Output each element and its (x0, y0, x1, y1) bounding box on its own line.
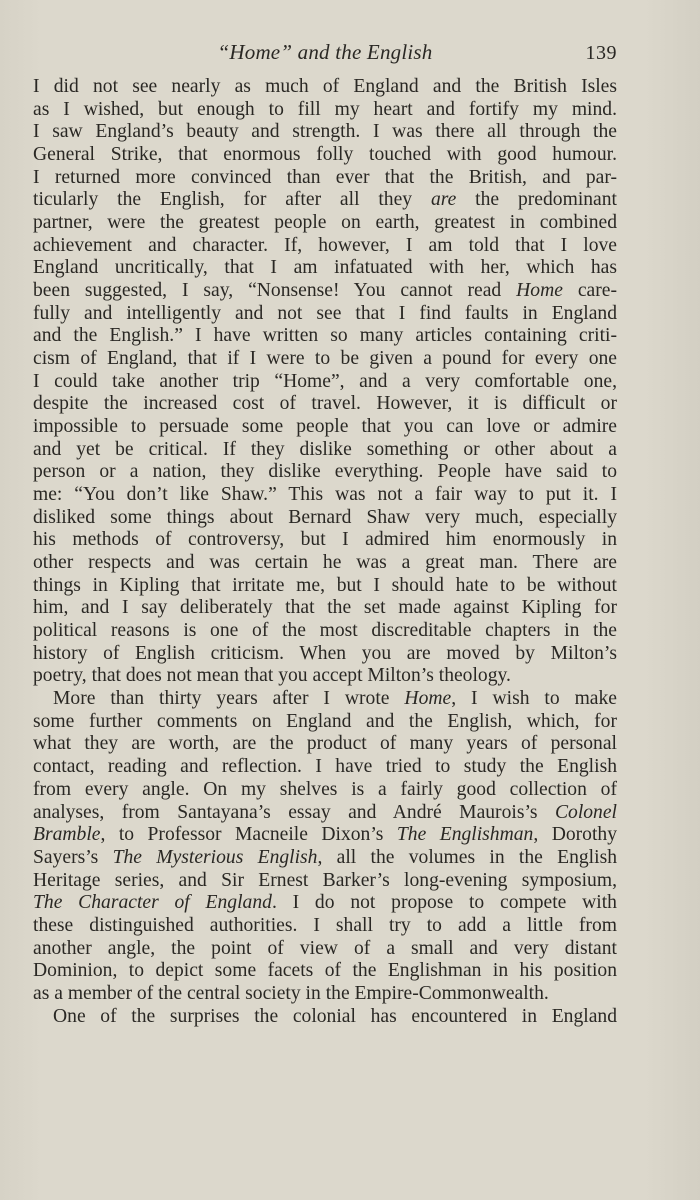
text-segment: been suggested, I say, “Nonsense! You cannot read (33, 280, 517, 302)
text-segment: Heritage series, and Sir Ernest Barker’s long-evening symposium, (33, 869, 617, 891)
text-segment: fully and intelligently and not see that I find faults in England (33, 302, 617, 324)
text-segment: care- (562, 280, 617, 302)
text-line (33, 393, 617, 416)
text-line (33, 779, 617, 802)
text-line (33, 892, 617, 915)
text-line (33, 665, 617, 688)
text-segment: analyses, from Santayana’s essay and André Maurois’s (33, 801, 555, 823)
text-line (33, 144, 617, 167)
text-segment: history of English criticism. When you are moved by Milton’s (33, 642, 617, 664)
text-segment: things in Kipling that irritate me, but I should hate to be without (33, 574, 617, 596)
running-head (33, 40, 617, 70)
text-segment: these distinguished authorities. I shall try to add a little from (33, 914, 617, 936)
text-segment: what they are worth, are the product of many years of personal (33, 733, 617, 755)
text-line (33, 167, 617, 190)
text-segment: from every angle. On my shelves is a fairly good collection of (33, 778, 617, 800)
text-segment: disliked some things about Bernard Shaw very much, especially (33, 506, 617, 528)
text-segment: , I wish to make (451, 688, 617, 710)
text-line (33, 507, 617, 530)
text-segment: Sayers’s (33, 846, 113, 868)
italic-title: are (430, 189, 457, 211)
text-segment: poetry, that does not mean that you accept Milton’s theology. (33, 665, 511, 687)
text-line (33, 439, 617, 462)
text-line (33, 643, 617, 666)
text-line (33, 688, 617, 711)
text-segment: achievement and character. If, however, I am told that I love (33, 234, 617, 256)
text-segment: as I wished, but enough to fill my heart and fortify my mind. (33, 98, 617, 120)
text-line (33, 257, 617, 280)
text-segment: other respects and was certain he was a great man. There are (33, 552, 617, 574)
text-line (33, 552, 617, 575)
text-segment: I saw England’s beauty and strength. I was there all through the (33, 121, 617, 143)
text-segment: despite the increased cost of travel. However, it is difficult or (33, 393, 617, 415)
text-segment: , all the volumes in the English (317, 846, 617, 868)
text-line (33, 99, 617, 122)
italic-title: Colonel (554, 801, 617, 823)
text-line (33, 76, 617, 99)
text-line (33, 711, 617, 734)
text-segment: ticularly the English, for after all they (33, 189, 431, 211)
text-line (33, 371, 617, 394)
text-line (33, 597, 617, 620)
page-number: 139 (585, 42, 617, 64)
text-line (33, 303, 617, 326)
text-line (33, 847, 617, 870)
text-segment: and yet be critical. If they dislike something or other about a (33, 438, 617, 460)
text-segment: More than thirty years after I wrote (53, 688, 405, 710)
text-segment: him, and I say deliberately that the set made against Kipling for (33, 597, 617, 619)
text-line (33, 870, 617, 893)
text-segment: political reasons is one of the most discreditable chapters in the (33, 620, 617, 642)
text-line (33, 733, 617, 756)
italic-title: Bramble (33, 824, 101, 846)
text-segment: I returned more convinced than ever that the British, and par- (33, 166, 617, 188)
text-line (33, 189, 617, 212)
text-segment: his methods of controversy, but I admired him enormously in (33, 529, 617, 551)
text-line (33, 484, 617, 507)
text-segment: impossible to persuade some people that you can love or admire (33, 416, 617, 438)
text-segment: Dominion, to depict some facets of the Englishman in his position (33, 960, 617, 982)
text-segment: , to Professor Macneile Dixon’s (100, 824, 397, 846)
text-line (33, 915, 617, 938)
text-line (33, 620, 617, 643)
text-line (33, 802, 617, 825)
text-segment: person or a nation, they dislike everything. People have said to (33, 461, 617, 483)
italic-title: Home (404, 688, 452, 710)
text-line (33, 960, 617, 983)
italic-title: Home (516, 280, 563, 302)
text-segment: partner, were the greatest people on earth, greatest in combined (33, 212, 617, 234)
text-line (33, 121, 617, 144)
italic-title: The Character of England (33, 892, 272, 914)
italic-title: The Mysterious English (112, 846, 318, 868)
text-segment: and the English.” I have written so many articles containing criti- (33, 325, 617, 347)
text-segment: as a member of the central society in the Empire-Commonwealth. (33, 982, 549, 1004)
text-segment: the predominant (456, 189, 617, 211)
text-line (33, 1006, 617, 1029)
text-line (33, 983, 617, 1006)
text-segment: General Strike, that enormous folly touched with good humour. (33, 144, 617, 166)
text-line (33, 212, 617, 235)
text-segment: . I do not propose to compete with (271, 892, 617, 914)
text-segment: I could take another trip “Home”, and a very comfortable one, (33, 370, 617, 392)
italic-title: The Englishman (396, 824, 534, 846)
text-segment: me: “You don’t like Shaw.” This was not a fair way to put it. I (33, 484, 617, 506)
text-segment: some further comments on England and the English, which, for (33, 710, 617, 732)
text-line (33, 235, 617, 258)
text-line (33, 325, 617, 348)
text-line (33, 280, 617, 303)
text-segment: , Dorothy (533, 824, 617, 846)
text-segment: England uncritically, that I am infatuated with her, which has (33, 257, 617, 279)
text-line (33, 348, 617, 371)
text-line (33, 938, 617, 961)
text-line (33, 824, 617, 847)
body-text (33, 76, 617, 1028)
text-line (33, 416, 617, 439)
text-segment: I did not see nearly as much of England and the British Isles (33, 76, 617, 97)
text-segment: One of the surprises the colonial has encountered in England (53, 1005, 617, 1027)
text-line (33, 756, 617, 779)
text-segment: contact, reading and reflection. I have tried to study the English (33, 756, 617, 778)
text-line (33, 575, 617, 598)
text-line (33, 529, 617, 552)
running-title: “Home” and the English (217, 40, 433, 64)
text-segment: another angle, the point of view of a small and very distant (33, 937, 617, 959)
text-segment: cism of England, that if I were to be given a pound for every one (33, 348, 617, 370)
text-line (33, 461, 617, 484)
